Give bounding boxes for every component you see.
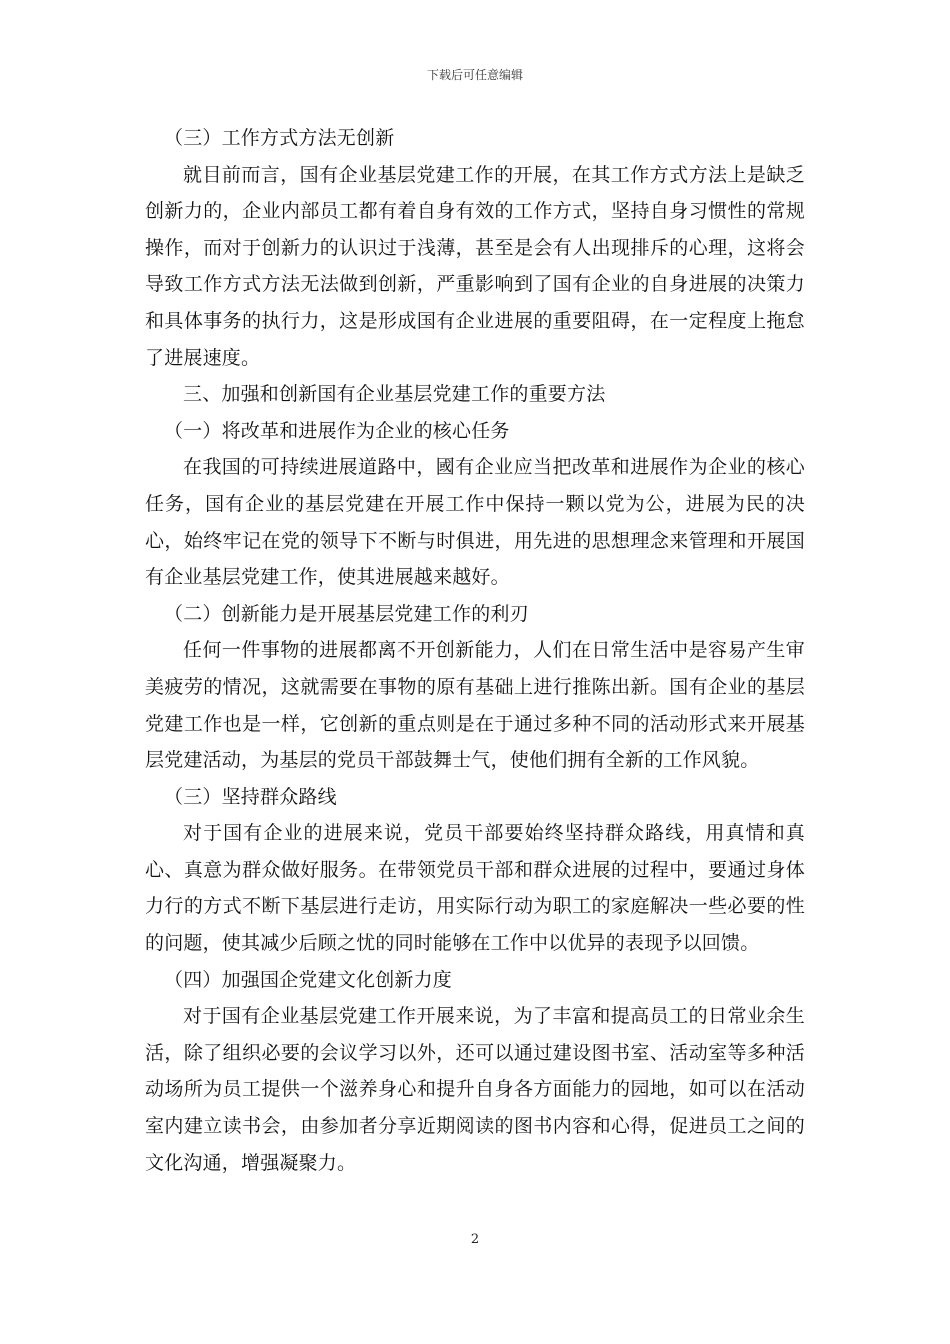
subheading: （四）加强国企党建文化创新力度 xyxy=(164,968,453,991)
page-number: 2 xyxy=(470,1232,480,1247)
subheading: （一）将改革和进展作为企业的核心任务 xyxy=(164,419,510,442)
section-heading: 三、加强和创新国有企业基层党建工作的重要方法 xyxy=(183,383,606,406)
document-body xyxy=(145,120,805,1181)
paragraph: 在我国的可持续进展道路中，國有企业应当把改革和进展作为企业的核心任务，国有企业的基层党建在开展工作中保持一颗以党为公，进展为民的决心，始终牢记在党的领导下不断与时俱进，用先进的思想理念来管理和开展国有企业基层党建工作，使其进展越来越好。 xyxy=(145,456,805,589)
paragraph: 对于国有企业基层党建工作开展来说，为了丰富和提高员工的日常业余生活，除了组织必要的会议学习以外，还可以通过建设图书室、活动室等多种活动场所为员工提供一个滋养身心和提升自身各方面能力的园地，如可以在活动室内建立读书会，由参加者分享近期阅读的图书内容和心得，促进员工之间的文化沟通，增强凝聚力。 xyxy=(145,1005,805,1174)
subheading: （三）工作方式方法无创新 xyxy=(164,127,395,149)
page-header: 下载后可任意编辑 xyxy=(426,68,523,82)
paragraph: 就目前而言，国有企业基层党建工作的开展，在其工作方式方法上是缺乏创新力的，企业内部员工都有着自身有效的工作方式，坚持自身习惯性的常规操作，而对于创新力的认识过于浅薄，甚至是会有人出现排斥的心理，这将会导致工作方式方法无法做到创新，严重影响到了国有企业的自身进展的决策力和具体事务的执行力，这是形成国有企业进展的重要阻碍，在一定程度上拖怠了进展速度。 xyxy=(145,163,805,369)
subheading: （二）创新能力是开展基层党建工作的利刃 xyxy=(164,602,529,625)
subheading: （三）坚持群众路线 xyxy=(164,785,337,808)
paragraph: 对于国有企业的进展来说，党员干部要始终坚持群众路线，用真情和真心、真意为群众做好服务。在带领党员干部和群众进展的过程中，要通过身体力行的方式不断下基层进行走访，用实际行动为职工的家庭解决一些必要的性的问题，使其减少后顾之忧的同时能够在工作中以优异的表现予以回馈。 xyxy=(145,822,805,955)
paragraph: 任何一件事物的进展都离不开创新能力，人们在日常生活中是容易产生审美疲劳的情况，这就需要在事物的原有基础上进行推陈出新。国有企业的基层党建工作也是一样，它创新的重点则是在于通过多种不同的活动形式来开展基层党建活动，为基层的党员干部鼓舞士气，使他们拥有全新的工作风貌。 xyxy=(145,639,805,772)
